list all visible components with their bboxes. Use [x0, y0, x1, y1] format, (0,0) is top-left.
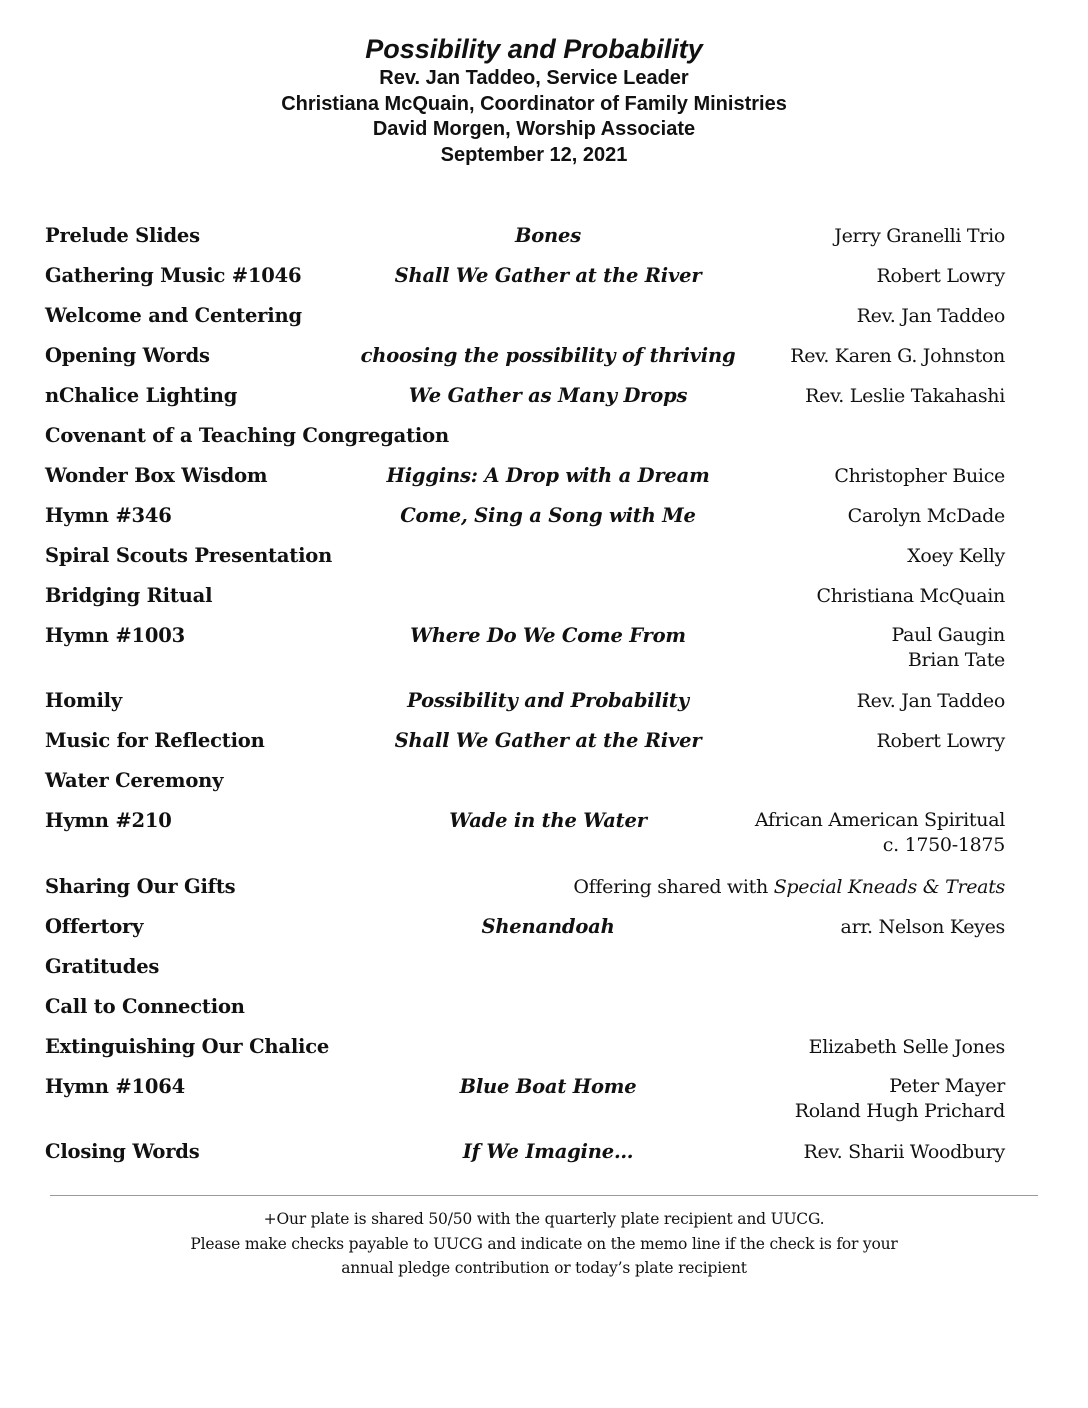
program-piece: Bones: [514, 224, 582, 247]
credit-line: African American Spiritual: [754, 809, 1005, 831]
program-row: [45, 721, 1005, 761]
program-row: [45, 536, 1005, 576]
credit-line: Carolyn McDade: [847, 505, 1005, 527]
credit-line: c. 1750-1875: [882, 834, 1005, 856]
program-item: Opening Words: [45, 344, 210, 367]
program-row: [45, 1067, 1005, 1132]
program-row: [45, 296, 1005, 336]
program-piece: Come, Sing a Song with Me: [400, 504, 696, 527]
program-credit: [891, 616, 1005, 673]
family-ministries-coordinator: Christiana McQuain, Coordinator of Family Ministries: [281, 92, 787, 115]
program-item: Offertory: [45, 915, 144, 938]
program-credit: [857, 681, 1005, 721]
program-item: Sharing Our Gifts: [45, 875, 236, 898]
credit-line: Christiana McQuain: [816, 585, 1005, 607]
program-row: [45, 681, 1005, 721]
footer-line: Please make checks payable to UUCG and indicate on the memo line if the check is for your: [190, 1234, 898, 1253]
credit-line: Xoey Kelly: [907, 545, 1005, 567]
program-credit: [907, 536, 1005, 576]
program-credit: [755, 801, 1005, 858]
program-row: [45, 947, 1005, 987]
program-item: Covenant of a Teaching Congregation: [45, 424, 449, 447]
program-row: [45, 256, 1005, 296]
program-row: [45, 987, 1005, 1027]
program-piece: Wade in the Water: [449, 809, 647, 832]
program-item: Gratitudes: [45, 955, 160, 978]
program-row: [45, 376, 1005, 416]
credit-line: Rev. Leslie Takahashi: [805, 385, 1005, 407]
worship-associate: David Morgen, Worship Associate: [372, 118, 696, 140]
program-piece: Shall We Gather at the River: [394, 729, 702, 752]
program-piece: Where Do We Come From: [410, 624, 686, 647]
program-row: [45, 456, 1005, 496]
program-row: [45, 801, 1005, 867]
program-piece: choosing the possibility of thriving: [360, 344, 736, 367]
program-item: Hymn #1003: [45, 624, 185, 647]
program-credit: [805, 376, 1005, 416]
program-credit: [857, 296, 1005, 336]
footer-divider: [50, 1195, 1038, 1196]
service-date: September 12, 2021: [440, 143, 628, 166]
program-item: Extinguishing Our Chalice: [45, 1035, 330, 1058]
footer-notes: [0, 1207, 1088, 1281]
credit-line: arr. Nelson Keyes: [840, 916, 1005, 938]
program-credit: [834, 216, 1005, 256]
program-credit: [573, 867, 1005, 907]
program-credit: [848, 496, 1005, 536]
footer-line: annual pledge contribution or today’s plate recipient: [341, 1259, 747, 1277]
program-item: Hymn #1064: [45, 1075, 185, 1098]
program-item: Prelude Slides: [45, 224, 200, 247]
program-row: [45, 576, 1005, 616]
program-row: [45, 416, 1005, 456]
program-row: [45, 907, 1005, 947]
program-piece: Blue Boat Home: [459, 1075, 637, 1098]
program-piece: If We Imagine…: [462, 1140, 634, 1163]
program-row: [45, 216, 1005, 256]
service-title: Possibility and Probability: [365, 34, 703, 64]
program-row: [45, 1027, 1005, 1067]
program-row: [45, 1132, 1005, 1172]
credit-line: Elizabeth Selle Jones: [808, 1036, 1005, 1058]
program-row: [45, 496, 1005, 536]
credit-line: Jerry Granelli Trio: [834, 225, 1005, 247]
program-row: [45, 336, 1005, 376]
credit-line: Roland Hugh Prichard: [794, 1100, 1005, 1122]
program-item: Hymn #210: [45, 809, 172, 832]
program-item: Wonder Box Wisdom: [45, 464, 268, 487]
footer-line: +Our plate is shared 50/50 with the quarterly plate recipient and UUCG.: [263, 1210, 825, 1228]
credit-line: Rev. Jan Taddeo: [856, 690, 1005, 712]
program-credit: [804, 1132, 1005, 1172]
program-credit: [877, 256, 1005, 296]
program-item: Hymn #346: [45, 504, 172, 527]
program-credit: [877, 721, 1005, 761]
program-item: Gathering Music #1046: [45, 264, 302, 287]
credit-recipient: Special Kneads & Treats: [773, 876, 1005, 898]
program-piece: Higgins: A Drop with a Dream: [386, 464, 710, 487]
program-credit: [790, 336, 1005, 376]
program-item: Closing Words: [45, 1140, 200, 1163]
program-piece: Possibility and Probability: [407, 689, 689, 712]
order-of-service-header: [0, 32, 1068, 168]
program-row: [45, 761, 1005, 801]
program-item: Music for Reflection: [45, 729, 265, 752]
program-credit: [809, 1027, 1005, 1067]
credit-line: Christopher Buice: [834, 465, 1005, 487]
program-row: [45, 616, 1005, 681]
program-piece: Shenandoah: [481, 915, 615, 938]
credit-line: Rev. Jan Taddeo: [856, 305, 1005, 327]
program-item: Welcome and Centering: [45, 304, 302, 327]
program-item: nChalice Lighting: [45, 384, 238, 407]
program-credit: [834, 456, 1005, 496]
credit-line: Robert Lowry: [876, 265, 1005, 287]
program-credit: [817, 576, 1005, 616]
program-piece: Shall We Gather at the River: [394, 264, 702, 287]
credit-line: Paul Gaugin: [891, 624, 1005, 646]
program-item: Call to Connection: [45, 995, 245, 1018]
credit-line: Robert Lowry: [876, 730, 1005, 752]
program-row: [45, 867, 1005, 907]
program-item: Bridging Ritual: [45, 584, 213, 607]
credit-text: Offering shared with: [573, 876, 774, 898]
program-piece: We Gather as Many Drops: [408, 384, 688, 407]
credit-line: Rev. Karen G. Johnston: [790, 345, 1005, 367]
program-item: Spiral Scouts Presentation: [45, 544, 333, 567]
program-credit: [795, 1067, 1005, 1124]
program-item: Homily: [45, 689, 123, 712]
credit-line: Peter Mayer: [889, 1075, 1005, 1097]
program-credit: [841, 907, 1005, 947]
program-list: [45, 216, 1005, 1172]
program-item: Water Ceremony: [45, 769, 224, 792]
credit-line: Brian Tate: [907, 649, 1005, 671]
service-leader: Rev. Jan Taddeo, Service Leader: [379, 67, 689, 89]
credit-line: Rev. Sharii Woodbury: [803, 1141, 1005, 1163]
